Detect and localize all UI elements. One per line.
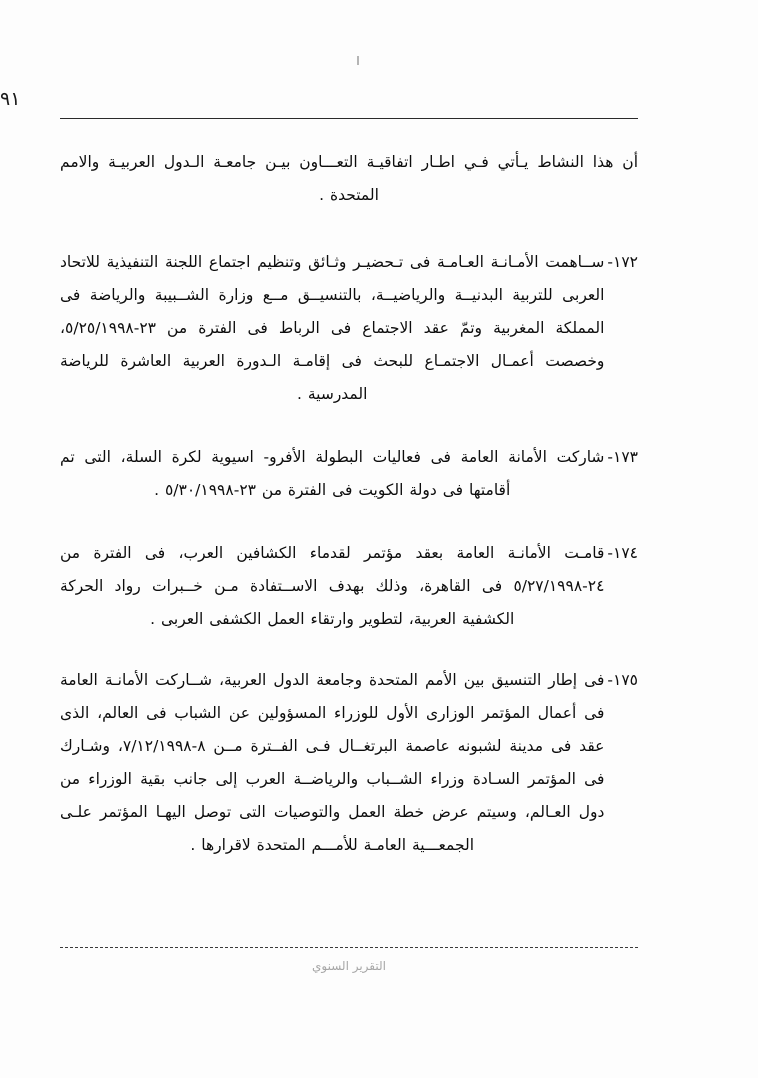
paragraph-number: ١٧٤- [607, 544, 638, 562]
footer-note [60, 955, 638, 974]
paragraph [60, 441, 638, 507]
page-number-value: ٩١ [0, 88, 21, 110]
paragraph [60, 537, 638, 636]
body-text [60, 146, 638, 872]
paragraph-text: شاركت الأمانة العامة فى فعاليات البطولة الأفرو- اسيوية لكرة السلة، التى تم أقامتها فى دولة الكويت فى الفترة من ٢٣-٥/٣٠/١٩٩٨ . [60, 448, 605, 499]
paragraph [60, 664, 638, 862]
paragraph-number: ١٧٢- [607, 253, 638, 271]
header-rule [60, 118, 638, 119]
binding-tick-mark [357, 56, 359, 65]
paragraph [60, 146, 638, 212]
footer-note-text: التقرير السنوي [312, 959, 386, 973]
paragraph-text: فى إطار التنسيق بين الأمم المتحدة وجامعة الدول العربية، شــاركت الأمانـة العامة فى أعمال المؤتمر الوزارى الأول للوزراء المسؤولين عن الشباب فى العالم، الذى عقد فى مدينة لشبونه عاصمة البرتغــال فـى الفــترة مــن ٨-٧/١٢/١٩٩٨، وشـارك فى المؤتمر السـادة وزراء الشــباب والرياضــة العرب إلى جانب بقية الوزراء من دول العـالم، وسيتم عرض خطة العمل والتوصيات التى توصل اليهـا المؤتمر علـى الجمعـــية العامـة للأمـــم المتحدة لاقرارها . [60, 671, 605, 854]
paragraph-text: قامـت الأمانـة العامة بعقد مؤتمر لقدماء الكشافين العرب، فى الفترة من ٢٤-٥/٢٧/١٩٩٨ فى القاهرة، وذلك بهدف الاســتفادة مـن خــبرات رواد الحركة الكشفية العربية، لتطوير وارتقاء العمل الكشفى العربى . [60, 544, 605, 628]
paragraph [60, 246, 638, 411]
paragraph-number: ١٧٣- [607, 448, 638, 466]
paragraph-text: أن هذا النشاط يـأتي فـي اطـار اتفاقيـة التعـــاون بيـن جامعـة الـدول العربيـة والامم المتحدة . [60, 153, 638, 204]
footer-rule [60, 947, 638, 948]
paragraph-number: ١٧٥- [607, 671, 638, 689]
paragraph-text: ســاهمت الأمـانـة العـامـة فى تـحضيـر وثـائق وتنظيم اجتماع اللجنة التنفيذية للاتحاد العربى للتربية البدنيــة والرياضيــة، بالتنسيــق مــع وزارة الشــبيبة والرياضة فى المملكة المغربية وتمّ عقد الاجتماع فى الرباط فى الفترة من ٢٣-٥/٢٥/١٩٩٨، وخصصت أعمـال الاجتمـاع للبحث فى إقامـة الـدورة العربية العاشرة للرياضة المدرسية . [60, 253, 605, 403]
page-number [0, 88, 696, 110]
